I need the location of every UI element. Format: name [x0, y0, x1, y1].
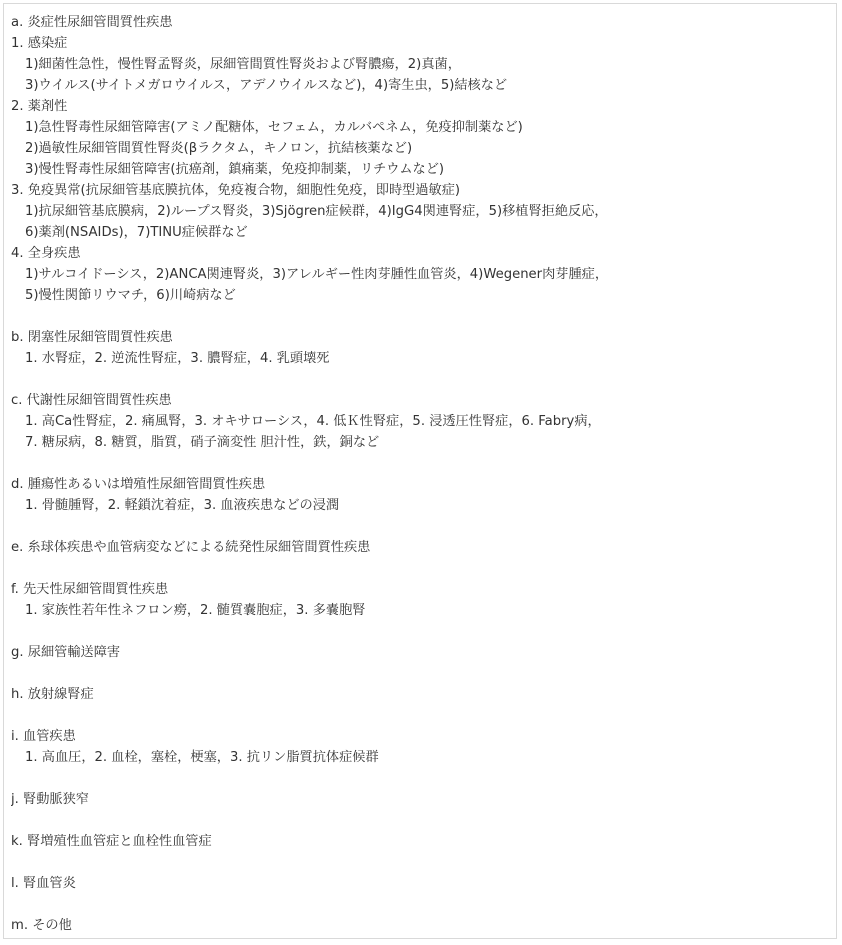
section-d-line: 1. 骨髄腫腎，2. 軽鎖沈着症，3. 血液疾患などの浸潤 [25, 498, 340, 513]
spacer [11, 558, 837, 579]
section-l-title: l. 腎血管炎 [11, 876, 76, 891]
section-c-line: 7. 糖尿病，8. 糖質，脂質，硝子滴変性 胆汁性，鉄，銅など [25, 435, 380, 450]
document-frame [3, 3, 837, 939]
spacer [11, 810, 837, 831]
section-e-title: e. 糸球体疾患や血管病変などによる続発性尿細管間質性疾患 [11, 540, 371, 555]
section-a-line: 5)慢性関節リウマチ，6)川崎病など [25, 288, 236, 303]
section-a-line: 6)薬剤(NSAIDs)，7)TINU症候群など [25, 225, 248, 240]
section-m-title: m. その他 [11, 918, 72, 933]
section-a-line: 1)サルコイドーシス，2)ANCA関連腎炎，3)アレルギー性肉芽腫性血管炎，4)Wegener肉芽腫症， [25, 267, 609, 282]
section-b-title: b. 閉塞性尿細管間質性疾患 [11, 330, 173, 345]
spacer [11, 852, 837, 873]
section-a-line: 1)細菌性急性，慢性腎孟腎炎，尿細管間質性腎炎および腎膿瘍，2)真菌， [25, 57, 461, 72]
section-h-title: h. 放射線腎症 [11, 687, 94, 702]
section-i-line: 1. 高血圧，2. 血栓，塞栓，梗塞，3. 抗リン脂質抗体症候群 [25, 750, 379, 765]
spacer [11, 306, 837, 327]
section-a-line: 3)慢性腎毒性尿細管障害(抗癌剤，鎮痛薬，免疫抑制薬，リチウムなど) [25, 162, 445, 177]
section-a-line: 1)急性腎毒性尿細管障害(アミノ配糖体，セフェム，カルバペネム，免疫抑制薬など) [25, 120, 523, 135]
section-a-line: 2)過敏性尿細管間質性腎炎(βラクタム，キノロン，抗結核薬など) [25, 141, 413, 156]
spacer [11, 768, 837, 789]
section-d-title: d. 腫瘍性あるいは増殖性尿細管間質性疾患 [11, 477, 266, 492]
spacer [11, 705, 837, 726]
section-g-title: g. 尿細管輸送障害 [11, 645, 121, 660]
section-j-title: j. 腎動脈狭窄 [11, 792, 89, 807]
section-f-line: 1. 家族性若年性ネフロン癆，2. 髄質嚢胞症，3. 多嚢胞腎 [25, 603, 366, 618]
section-a-line: 1)抗尿細管基底膜病，2)ループス腎炎，3)Sjögren症候群，4)IgG4関連腎症，5)移植腎拒絶反応， [25, 204, 608, 219]
section-a-line: 1. 感染症 [11, 36, 68, 51]
section-a-title: a. 炎症性尿細管間質性疾患 [11, 15, 173, 30]
section-f-title: f. 先天性尿細管間質性疾患 [11, 582, 169, 597]
section-k-title: k. 腎増殖性血管症と血栓性血管症 [11, 834, 212, 849]
section-c-title: c. 代謝性尿細管間質性疾患 [11, 393, 172, 408]
section-a-line: 4. 全身疾患 [11, 246, 81, 261]
section-b-line: 1. 水腎症，2. 逆流性腎症，3. 膿腎症，4. 乳頭壊死 [25, 351, 330, 366]
spacer [11, 894, 837, 915]
section-a-line: 3)ウイルス(サイトメガロウイルス，アデノウイルスなど)，4)寄生虫，5)結核など [25, 78, 508, 93]
section-a-line: 2. 薬剤性 [11, 99, 68, 114]
spacer [11, 663, 837, 684]
spacer [11, 453, 837, 474]
classification-list [11, 12, 837, 936]
spacer [11, 369, 837, 390]
spacer [11, 516, 837, 537]
section-c-line: 1. 高Ca性腎症，2. 痛風腎，3. オキサローシス，4. 低Ｋ性腎症，5. 浸透圧性腎症，6. Fabry病， [25, 414, 601, 429]
spacer [11, 621, 837, 642]
section-i-title: i. 血管疾患 [11, 729, 76, 744]
section-a-line: 3. 免疫異常(抗尿細管基底膜抗体，免疫複合物，細胞性免疫，即時型過敏症) [11, 183, 461, 198]
